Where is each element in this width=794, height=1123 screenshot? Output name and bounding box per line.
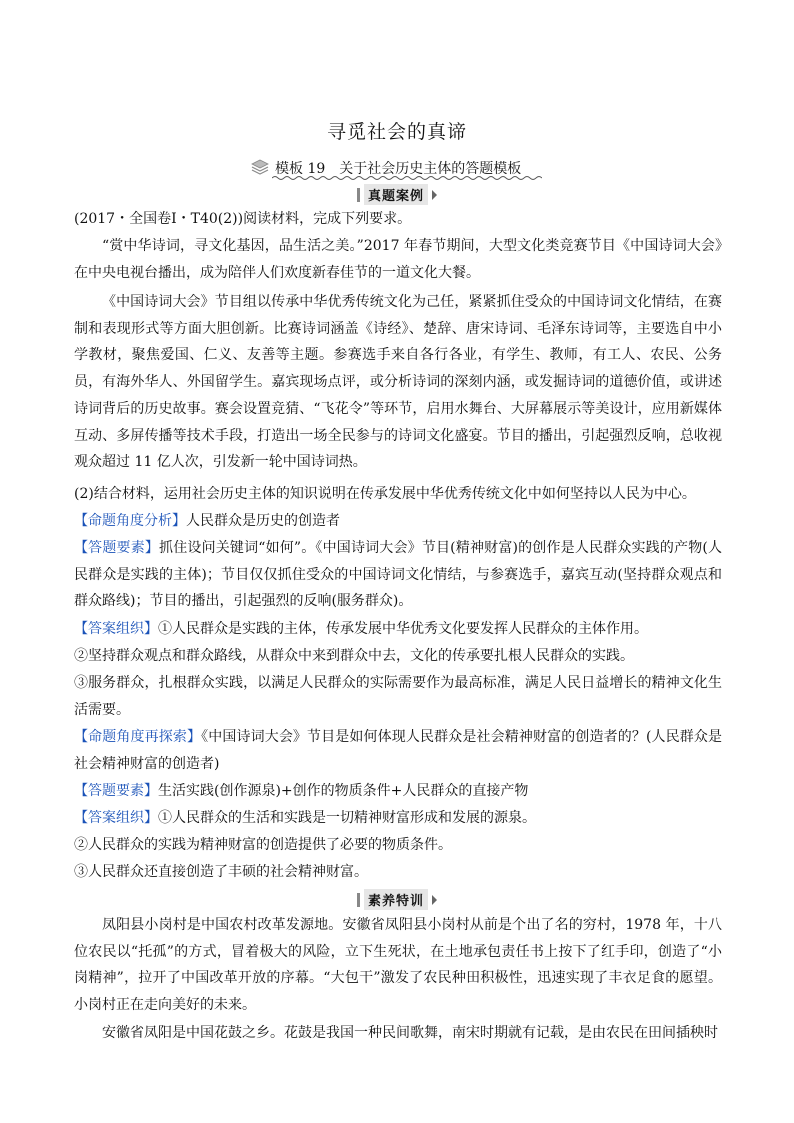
section-header-training: [0, 889, 794, 909]
answer-elements-2: [74, 778, 722, 805]
elements-text-2: 生活实践(创作源泉)+创作的物质条件+人民群众的直接产物: [158, 783, 529, 799]
arrow-right-icon: [432, 190, 437, 200]
question-intro: (2017・全国卷Ⅰ・T40(2))阅读材料，完成下列要求。: [74, 211, 412, 227]
angle-reexplore: [74, 724, 722, 777]
section-header-real-cases: [0, 184, 794, 204]
tag-angle: 【命题角度分析】: [74, 513, 186, 529]
section-label-2: 素养特训: [364, 889, 428, 910]
subtitle-text: 模板 19 关于社会历史主体的答题模板: [275, 161, 522, 177]
org2-text-1: ①人民群众的生活和实践是一切精神财富形成和发展的源泉。: [158, 810, 536, 826]
reexplore-text: 《中国诗词大会》节目是如何体现人民群众是社会精神财富的创造者的？(人民群众是社会精神财富的创造者): [74, 729, 723, 772]
angle-analysis: [74, 508, 722, 535]
org-text-1: ①人民群众是实践的主体，传承发展中华优秀文化要发挥人民群众的主体作用。: [158, 621, 648, 637]
template-subtitle: [250, 157, 550, 179]
question-2: (2)结合材料，运用社会历史主体的知识说明在传承发展中华优秀传统文化中如何坚持以人民为中心。: [74, 486, 696, 502]
tag-org-2: 【答案组织】: [74, 810, 158, 826]
answer-org-3: ③服务群众，扎根群众实践，以满足人民群众的实际需要作为最高标准，满足人民日益增长的精神文化生活需要。: [74, 675, 722, 718]
page-title: 寻觅社会的真谛: [326, 121, 467, 143]
answer-elements: [74, 535, 722, 615]
wavy-underline: [272, 175, 542, 181]
training-paragraph-1: 凤阳县小岗村是中国农村改革发源地。安徽省凤阳县小岗村从前是个出了名的穷村，1978 年，十八位农民以“托孤”的方式，冒着极大的风险，立下生死状，在土地承包责任书上按下了红手印，创造了“小岗精神”，拉开了中国改革开放的序幕。“大包干”激发了农民种田积极性，迅速实现了丰衣足食的愿望。小岗村正在走向美好的未来。: [74, 917, 722, 1014]
angle-text: 人民群众是历史的创造者: [186, 513, 340, 529]
training-paragraph-2: 安徽省凤阳是中国花鼓之乡。花鼓是我国一种民间歌舞，南宋时期就有记载，是由农民在田间插秧时: [102, 1025, 718, 1041]
arrow-right-icon: [432, 895, 437, 905]
material-paragraph-2: 《中国诗词大会》节目组以传承中华优秀传统文化为己任，紧紧抓住受众的中国诗词文化情结，在赛制和表现形式等方面大胆创新。比赛诗词涵盖《诗经》、楚辞、唐宋诗词、毛泽东诗词等，主要选自中小学教材，聚焦爱国、仁义、友善等主题。参赛选手来自各行各业，有学生、教师，有工人、农民、公务员，有海外华人、外国留学生。嘉宾现场点评，或分析诗词的深刻内涵，或发掘诗词的道德价值，或讲述诗词背后的历史故事。赛会设置竞猜、“飞花令”等环节，启用水舞台、大屏幕展示等美设计，应用新媒体互动、多屏传播等技术手段，打造出一场全民参与的诗词文化盛宴。节目的播出，引起强烈反响，总收视观众超过 11 亿人次，引发新一轮中国诗词热。: [74, 294, 722, 471]
answer-org2-3: ③人民群众还直接创造了丰硕的社会精神财富。: [74, 864, 368, 880]
answer-org2-1: [74, 805, 722, 832]
tag-org: 【答案组织】: [74, 621, 158, 637]
section-label: 真题案例: [364, 184, 428, 205]
tag-reexplore: 【命题角度再探索】: [74, 729, 202, 745]
tag-elements: 【答题要素】: [74, 540, 160, 556]
tag-elements-2: 【答题要素】: [74, 783, 158, 799]
answer-org-2: ②坚持群众观点和群众路线，从群众中来到群众中去，文化的传承要扎根人民群众的实践。: [74, 648, 634, 664]
answer-org-1: [74, 616, 722, 643]
material-paragraph-1: “赏中华诗词，寻文化基因，品生活之美。”2017 年春节期间，大型文化类竞赛节目《中国诗词大会》在中央电视台播出，成为陪伴人们欢度新春佳节的一道文化大餐。: [74, 238, 722, 281]
elements-text: 抓住设问关键词“如何”。《中国诗词大会》节目(精神财富)的创作是人民群众实践的产物(人民群众是实践的主体)；节目仅仅抓住受众的中国诗词文化情结，与参赛选手，嘉宾互动(坚持群众观点和群众路线)；节目的播出，引起强烈的反响(服务群众)。: [74, 540, 723, 610]
answer-org2-2: ②人民群众的实践为精神财富的创造提供了必要的物质条件。: [74, 837, 452, 853]
layers-icon: [250, 157, 270, 177]
